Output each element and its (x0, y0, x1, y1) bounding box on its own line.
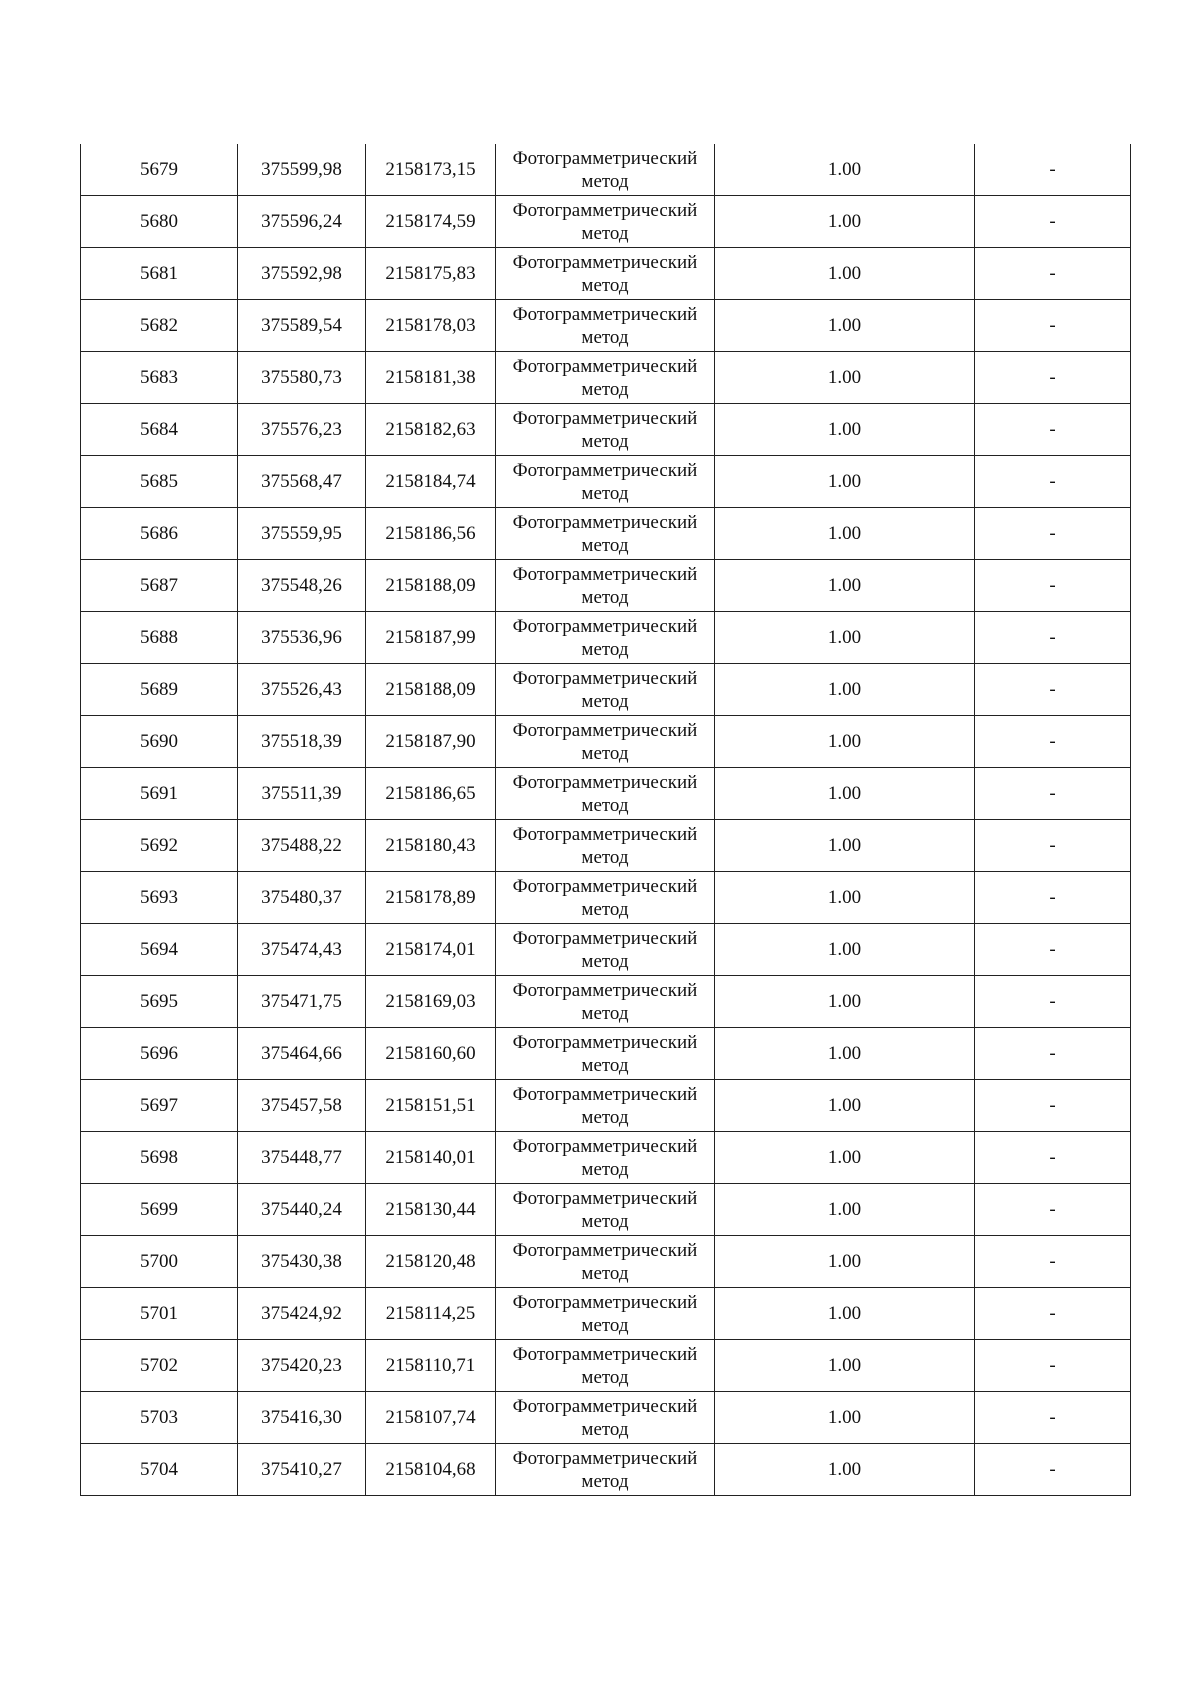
accuracy-cell: 1.00 (715, 924, 975, 976)
method-line-2: метод (581, 170, 629, 192)
note-cell: - (975, 976, 1131, 1028)
table-row (81, 1340, 1131, 1392)
method-cell (496, 352, 715, 404)
y-coordinate-cell: 2158130,44 (366, 1184, 496, 1236)
y-coordinate-cell: 2158186,56 (366, 508, 496, 560)
x-coordinate-cell: 375420,23 (238, 1340, 366, 1392)
table-row (81, 196, 1131, 248)
accuracy-cell: 1.00 (715, 404, 975, 456)
method-line-2: метод (581, 1106, 629, 1128)
note-cell: - (975, 404, 1131, 456)
method-cell (496, 872, 715, 924)
note-cell: - (975, 1444, 1131, 1496)
point-number-cell: 5689 (81, 664, 238, 716)
note-cell: - (975, 508, 1131, 560)
point-number-cell: 5693 (81, 872, 238, 924)
accuracy-cell: 1.00 (715, 872, 975, 924)
method-cell (496, 196, 715, 248)
table-row (81, 1132, 1131, 1184)
method-line-1: Фотограмметрический (512, 251, 698, 273)
method-line-2: метод (581, 1054, 629, 1076)
table-row (81, 924, 1131, 976)
method-line-1: Фотограмметрический (512, 615, 698, 637)
x-coordinate-cell: 375518,39 (238, 716, 366, 768)
method-cell (496, 1392, 715, 1444)
x-coordinate-cell: 375474,43 (238, 924, 366, 976)
accuracy-cell: 1.00 (715, 612, 975, 664)
method-line-1: Фотограмметрический (512, 563, 698, 585)
method-line-2: метод (581, 482, 629, 504)
accuracy-cell: 1.00 (715, 1080, 975, 1132)
x-coordinate-cell: 375416,30 (238, 1392, 366, 1444)
method-cell (496, 1028, 715, 1080)
accuracy-cell: 1.00 (715, 1236, 975, 1288)
point-number-cell: 5688 (81, 612, 238, 664)
note-cell: - (975, 1392, 1131, 1444)
table-row (81, 248, 1131, 300)
accuracy-cell: 1.00 (715, 1132, 975, 1184)
table-row (81, 1236, 1131, 1288)
table-row (81, 560, 1131, 612)
x-coordinate-cell: 375424,92 (238, 1288, 366, 1340)
method-line-2: метод (581, 534, 629, 556)
method-line-1: Фотограмметрический (512, 823, 698, 845)
method-line-1: Фотограмметрический (512, 199, 698, 221)
x-coordinate-cell: 375599,98 (238, 144, 366, 196)
point-number-cell: 5698 (81, 1132, 238, 1184)
method-line-1: Фотограмметрический (512, 1343, 698, 1365)
point-number-cell: 5703 (81, 1392, 238, 1444)
point-number-cell: 5691 (81, 768, 238, 820)
y-coordinate-cell: 2158120,48 (366, 1236, 496, 1288)
method-cell (496, 1288, 715, 1340)
y-coordinate-cell: 2158140,01 (366, 1132, 496, 1184)
method-line-2: метод (581, 1470, 629, 1492)
note-cell: - (975, 768, 1131, 820)
method-line-1: Фотограмметрический (512, 1395, 698, 1417)
method-line-1: Фотограмметрический (512, 355, 698, 377)
method-line-2: метод (581, 1002, 629, 1024)
x-coordinate-cell: 375488,22 (238, 820, 366, 872)
point-number-cell: 5701 (81, 1288, 238, 1340)
point-number-cell: 5690 (81, 716, 238, 768)
y-coordinate-cell: 2158187,99 (366, 612, 496, 664)
method-line-2: метод (581, 950, 629, 972)
note-cell: - (975, 196, 1131, 248)
note-cell: - (975, 1028, 1131, 1080)
table-row (81, 716, 1131, 768)
method-line-2: метод (581, 1210, 629, 1232)
y-coordinate-cell: 2158188,09 (366, 664, 496, 716)
coordinates-table-body (81, 144, 1131, 1496)
table-row (81, 768, 1131, 820)
y-coordinate-cell: 2158180,43 (366, 820, 496, 872)
y-coordinate-cell: 2158184,74 (366, 456, 496, 508)
note-cell: - (975, 248, 1131, 300)
x-coordinate-cell: 375568,47 (238, 456, 366, 508)
table-row (81, 976, 1131, 1028)
accuracy-cell: 1.00 (715, 1340, 975, 1392)
method-cell (496, 976, 715, 1028)
y-coordinate-cell: 2158174,59 (366, 196, 496, 248)
method-line-1: Фотограмметрический (512, 1447, 698, 1469)
table-row (81, 508, 1131, 560)
table-row (81, 664, 1131, 716)
method-line-1: Фотограмметрический (512, 1239, 698, 1261)
note-cell: - (975, 300, 1131, 352)
x-coordinate-cell: 375596,24 (238, 196, 366, 248)
y-coordinate-cell: 2158110,71 (366, 1340, 496, 1392)
method-cell (496, 664, 715, 716)
accuracy-cell: 1.00 (715, 820, 975, 872)
method-line-2: метод (581, 742, 629, 764)
x-coordinate-cell: 375592,98 (238, 248, 366, 300)
method-line-2: метод (581, 1418, 629, 1440)
method-line-2: метод (581, 326, 629, 348)
table-row (81, 456, 1131, 508)
note-cell: - (975, 820, 1131, 872)
y-coordinate-cell: 2158186,65 (366, 768, 496, 820)
table-row (81, 144, 1131, 196)
coordinates-table (80, 144, 1131, 1496)
accuracy-cell: 1.00 (715, 1184, 975, 1236)
point-number-cell: 5704 (81, 1444, 238, 1496)
accuracy-cell: 1.00 (715, 1288, 975, 1340)
method-cell (496, 144, 715, 196)
table-row (81, 1392, 1131, 1444)
accuracy-cell: 1.00 (715, 768, 975, 820)
point-number-cell: 5696 (81, 1028, 238, 1080)
note-cell: - (975, 560, 1131, 612)
method-line-1: Фотограмметрический (512, 719, 698, 741)
table-row (81, 404, 1131, 456)
method-line-1: Фотограмметрический (512, 147, 698, 169)
method-line-2: метод (581, 430, 629, 452)
note-cell: - (975, 924, 1131, 976)
x-coordinate-cell: 375448,77 (238, 1132, 366, 1184)
method-line-2: метод (581, 274, 629, 296)
x-coordinate-cell: 375548,26 (238, 560, 366, 612)
method-line-2: метод (581, 690, 629, 712)
point-number-cell: 5681 (81, 248, 238, 300)
table-row (81, 352, 1131, 404)
method-line-1: Фотограмметрический (512, 771, 698, 793)
x-coordinate-cell: 375580,73 (238, 352, 366, 404)
accuracy-cell: 1.00 (715, 560, 975, 612)
table-row (81, 1184, 1131, 1236)
method-cell (496, 456, 715, 508)
method-line-1: Фотограмметрический (512, 1135, 698, 1157)
method-cell (496, 716, 715, 768)
accuracy-cell: 1.00 (715, 248, 975, 300)
x-coordinate-cell: 375576,23 (238, 404, 366, 456)
method-cell (496, 924, 715, 976)
table-row (81, 820, 1131, 872)
note-cell: - (975, 1132, 1131, 1184)
note-cell: - (975, 872, 1131, 924)
method-line-2: метод (581, 1262, 629, 1284)
note-cell: - (975, 1340, 1131, 1392)
point-number-cell: 5695 (81, 976, 238, 1028)
point-number-cell: 5680 (81, 196, 238, 248)
y-coordinate-cell: 2158181,38 (366, 352, 496, 404)
table-row (81, 612, 1131, 664)
point-number-cell: 5687 (81, 560, 238, 612)
accuracy-cell: 1.00 (715, 1392, 975, 1444)
method-cell (496, 300, 715, 352)
method-line-2: метод (581, 898, 629, 920)
y-coordinate-cell: 2158178,03 (366, 300, 496, 352)
x-coordinate-cell: 375536,96 (238, 612, 366, 664)
y-coordinate-cell: 2158175,83 (366, 248, 496, 300)
x-coordinate-cell: 375457,58 (238, 1080, 366, 1132)
method-line-2: метод (581, 846, 629, 868)
point-number-cell: 5684 (81, 404, 238, 456)
y-coordinate-cell: 2158114,25 (366, 1288, 496, 1340)
point-number-cell: 5692 (81, 820, 238, 872)
y-coordinate-cell: 2158178,89 (366, 872, 496, 924)
point-number-cell: 5700 (81, 1236, 238, 1288)
y-coordinate-cell: 2158160,60 (366, 1028, 496, 1080)
method-line-1: Фотограмметрический (512, 979, 698, 1001)
table-row (81, 1028, 1131, 1080)
table-row (81, 300, 1131, 352)
point-number-cell: 5682 (81, 300, 238, 352)
y-coordinate-cell: 2158188,09 (366, 560, 496, 612)
method-cell (496, 612, 715, 664)
note-cell: - (975, 1184, 1131, 1236)
accuracy-cell: 1.00 (715, 352, 975, 404)
method-line-2: метод (581, 1314, 629, 1336)
method-line-2: метод (581, 638, 629, 660)
point-number-cell: 5697 (81, 1080, 238, 1132)
x-coordinate-cell: 375511,39 (238, 768, 366, 820)
method-line-2: метод (581, 794, 629, 816)
method-line-1: Фотограмметрический (512, 1031, 698, 1053)
x-coordinate-cell: 375471,75 (238, 976, 366, 1028)
table-row (81, 1288, 1131, 1340)
y-coordinate-cell: 2158174,01 (366, 924, 496, 976)
method-cell (496, 1236, 715, 1288)
note-cell: - (975, 1080, 1131, 1132)
point-number-cell: 5679 (81, 144, 238, 196)
method-cell (496, 1132, 715, 1184)
method-line-2: метод (581, 1366, 629, 1388)
y-coordinate-cell: 2158173,15 (366, 144, 496, 196)
note-cell: - (975, 664, 1131, 716)
point-number-cell: 5683 (81, 352, 238, 404)
accuracy-cell: 1.00 (715, 300, 975, 352)
accuracy-cell: 1.00 (715, 196, 975, 248)
point-number-cell: 5685 (81, 456, 238, 508)
method-line-2: метод (581, 586, 629, 608)
x-coordinate-cell: 375480,37 (238, 872, 366, 924)
accuracy-cell: 1.00 (715, 716, 975, 768)
x-coordinate-cell: 375440,24 (238, 1184, 366, 1236)
method-line-2: метод (581, 1158, 629, 1180)
note-cell: - (975, 1288, 1131, 1340)
y-coordinate-cell: 2158169,03 (366, 976, 496, 1028)
table-row (81, 1080, 1131, 1132)
method-line-2: метод (581, 222, 629, 244)
accuracy-cell: 1.00 (715, 144, 975, 196)
method-line-1: Фотограмметрический (512, 927, 698, 949)
accuracy-cell: 1.00 (715, 1028, 975, 1080)
point-number-cell: 5702 (81, 1340, 238, 1392)
method-line-1: Фотограмметрический (512, 303, 698, 325)
y-coordinate-cell: 2158151,51 (366, 1080, 496, 1132)
method-line-1: Фотограмметрический (512, 1083, 698, 1105)
method-cell (496, 768, 715, 820)
accuracy-cell: 1.00 (715, 1444, 975, 1496)
method-line-1: Фотограмметрический (512, 667, 698, 689)
method-cell (496, 820, 715, 872)
accuracy-cell: 1.00 (715, 664, 975, 716)
point-number-cell: 5686 (81, 508, 238, 560)
y-coordinate-cell: 2158104,68 (366, 1444, 496, 1496)
method-cell (496, 1444, 715, 1496)
note-cell: - (975, 144, 1131, 196)
method-line-1: Фотограмметрический (512, 1187, 698, 1209)
note-cell: - (975, 456, 1131, 508)
x-coordinate-cell: 375430,38 (238, 1236, 366, 1288)
method-line-2: метод (581, 378, 629, 400)
method-line-1: Фотограмметрический (512, 407, 698, 429)
accuracy-cell: 1.00 (715, 976, 975, 1028)
method-cell (496, 560, 715, 612)
y-coordinate-cell: 2158187,90 (366, 716, 496, 768)
x-coordinate-cell: 375589,54 (238, 300, 366, 352)
y-coordinate-cell: 2158182,63 (366, 404, 496, 456)
method-line-1: Фотограмметрический (512, 1291, 698, 1313)
point-number-cell: 5694 (81, 924, 238, 976)
x-coordinate-cell: 375464,66 (238, 1028, 366, 1080)
x-coordinate-cell: 375559,95 (238, 508, 366, 560)
accuracy-cell: 1.00 (715, 508, 975, 560)
y-coordinate-cell: 2158107,74 (366, 1392, 496, 1444)
table-row (81, 872, 1131, 924)
point-number-cell: 5699 (81, 1184, 238, 1236)
method-cell (496, 1340, 715, 1392)
method-line-1: Фотограмметрический (512, 459, 698, 481)
method-cell (496, 248, 715, 300)
method-cell (496, 1184, 715, 1236)
accuracy-cell: 1.00 (715, 456, 975, 508)
method-cell (496, 508, 715, 560)
note-cell: - (975, 716, 1131, 768)
method-cell (496, 1080, 715, 1132)
note-cell: - (975, 612, 1131, 664)
method-cell (496, 404, 715, 456)
x-coordinate-cell: 375526,43 (238, 664, 366, 716)
method-line-1: Фотограмметрический (512, 511, 698, 533)
table-row (81, 1444, 1131, 1496)
note-cell: - (975, 1236, 1131, 1288)
method-line-1: Фотограмметрический (512, 875, 698, 897)
x-coordinate-cell: 375410,27 (238, 1444, 366, 1496)
note-cell: - (975, 352, 1131, 404)
